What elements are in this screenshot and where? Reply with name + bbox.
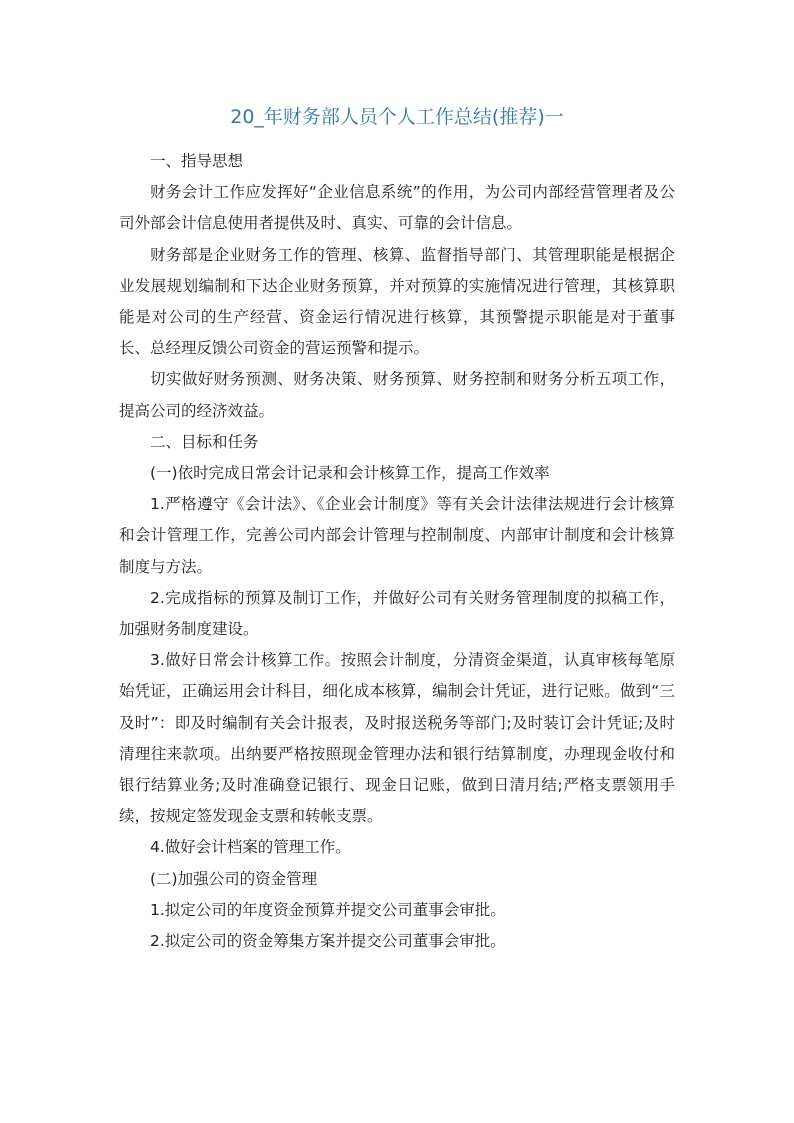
list-item: 4.做好会计档案的管理工作。 <box>150 838 351 857</box>
list-item: 1.严格遵守《会计法》、《企业会计制度》等有关会计法律法规进行会计核算和会计管理工作，完善公司内部会计管理与控制制度、内部审计制度和会计核算制度与方法。 <box>119 495 675 576</box>
paragraph: 财务会计工作应发挥好“企业信息系统”的作用，为公司内部经营管理者及公司外部会计信息使用者提供及时、真实、可靠的会计信息。 <box>119 183 675 233</box>
subsection-heading: (二)加强公司的资金管理 <box>150 869 318 888</box>
subsection-heading: (一)依时完成日常会计记录和会计核算工作，提高工作效率 <box>150 464 550 483</box>
paragraph: 切实做好财务预测、财务决策、财务预算、财务控制和财务分析五项工作，提高公司的经济效益。 <box>119 370 675 420</box>
list-item: 3.做好日常会计核算工作。按照会计制度，分清资金渠道，认真审核每笔原始凭证，正确运用会计科目，细化成本核算，编制会计凭证，进行记账。做到“三及时”：即及时编制有关会计报表，及时报送税务等部门;及时装订会计凭证;及时清理往来款项。出纳要严格按照现金管理办法和银行结算制度，办理现金收付和银行结算业务;及时准确登记银行、现金日记账，做到日清月结;严格支票领用手续，按规定签发现金支票和转帐支票。 <box>119 651 675 826</box>
paragraph: 财务部是企业财务工作的管理、核算、监督指导部门、其管理职能是根据企业发展规划编制和下达企业财务预算，并对预算的实施情况进行管理，其核算职能是对公司的生产经营、资金运行情况进行核算，其预警提示职能是对于董事长、总经理反馈公司资金的营运预警和提示。 <box>119 245 675 358</box>
section-heading-goals-tasks: 二、目标和任务 <box>150 432 259 451</box>
document-body <box>119 146 675 957</box>
list-item: 1.拟定公司的年度资金预算并提交公司董事会审批。 <box>150 900 506 919</box>
document-title: 20_年财务部人员个人工作总结(推荐)一 <box>230 106 564 128</box>
list-item: 2.拟定公司的资金筹集方案并提交公司董事会审批。 <box>150 932 506 951</box>
section-heading-guiding-thought: 一、指导思想 <box>150 152 244 170</box>
list-item: 2.完成指标的预算及制订工作，并做好公司有关财务管理制度的拟稿工作，加强财务制度建设。 <box>119 588 675 639</box>
